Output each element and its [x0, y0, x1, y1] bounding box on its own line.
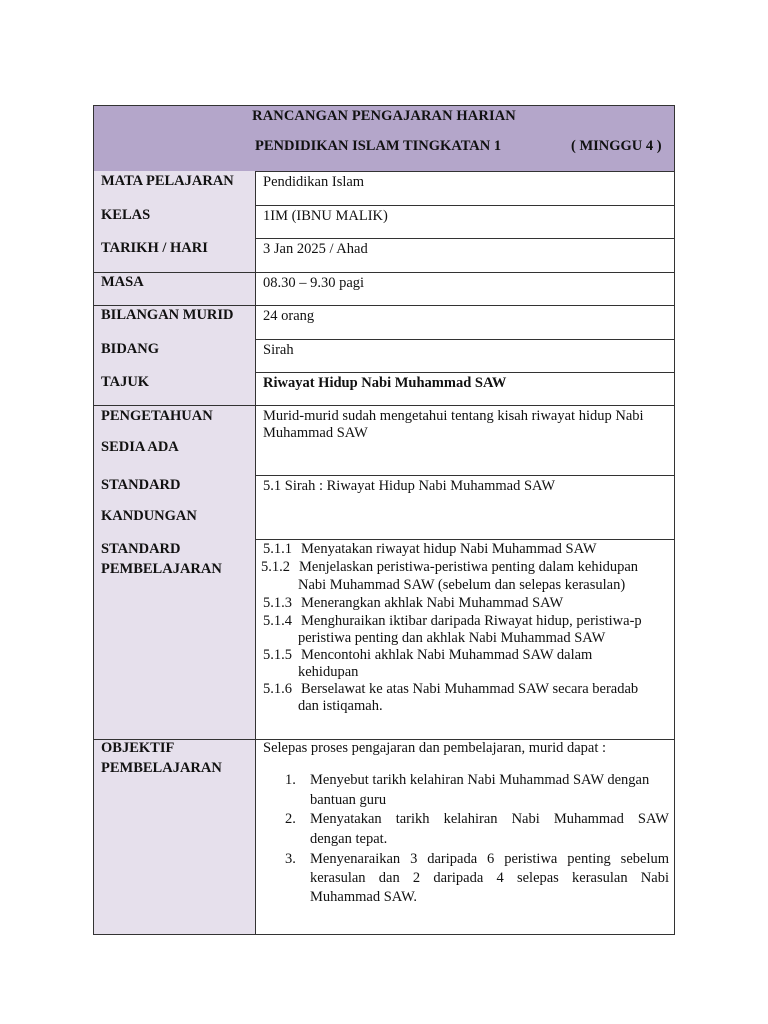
header-week: ( MINGGU 4 ) — [571, 138, 662, 154]
row-divider — [256, 339, 674, 340]
objektif-text: Menyebut tarikh kelahiran Nabi Muhammad SAW dengan — [310, 772, 650, 788]
objektif-intro: Selepas proses pengajaran dan pembelajaran, murid dapat : — [263, 740, 607, 756]
label-standard-pembelajaran-2: PEMBELAJARAN — [101, 561, 222, 577]
objektif-number: 2. — [285, 811, 296, 827]
value-pengetahuan-line2: Muhammad SAW — [263, 425, 368, 441]
label-bidang: BIDANG — [101, 341, 160, 357]
value-masa: 08.30 – 9.30 pagi — [263, 275, 365, 291]
header-subject: PENDIDIKAN ISLAM TINGKATAN 1 — [255, 138, 502, 154]
value-bidang: Sirah — [263, 342, 294, 358]
sp-number: 5.1.5 — [263, 647, 292, 663]
sp-number: 5.1.2 — [261, 559, 290, 575]
objektif-text: Menyatakan tarikh kelahiran Nabi Muhammad SAW — [310, 811, 669, 827]
label-tarikh: TARIKH / HARI — [101, 240, 208, 256]
header-title: RANCANGAN PENGAJARAN HARIAN — [252, 108, 516, 124]
objektif-text: Menyenaraikan 3 daripada 6 peristiwa penting sebelum — [310, 851, 669, 867]
label-kelas: KELAS — [101, 207, 151, 223]
label-standard-kandungan-2: KANDUNGAN — [101, 508, 197, 524]
sp-text: Berselawat ke atas Nabi Muhammad SAW secara beradab — [301, 681, 639, 697]
row-divider — [256, 475, 674, 476]
label-standard-pembelajaran-1: STANDARD — [101, 541, 181, 557]
value-standard-kandungan: 5.1 Sirah : Riwayat Hidup Nabi Muhammad SAW — [263, 478, 556, 494]
sp-text: Menghuraikan iktibar daripada Riwayat hidup, peristiwa-p — [301, 613, 642, 629]
label-sedia-ada: SEDIA ADA — [101, 439, 179, 455]
objektif-text-cont: Muhammad SAW. — [310, 889, 418, 905]
sp-text: Mencontohi akhlak Nabi Muhammad SAW dalam — [301, 647, 593, 663]
sp-text: Menjelaskan peristiwa-peristiwa penting dalam kehidupan — [299, 559, 639, 575]
sp-text: Menerangkan akhlak Nabi Muhammad SAW — [301, 595, 564, 611]
objektif-text-cont: dengan tepat. — [310, 831, 388, 847]
row-divider — [94, 405, 255, 406]
sp-number: 5.1.3 — [263, 595, 292, 611]
sp-text-cont: Nabi Muhammad SAW (sebelum dan selepas kerasulan) — [298, 577, 626, 593]
objektif-text-cont: kerasulan dan 2 daripada 4 selepas kerasulan Nabi — [310, 870, 669, 886]
lesson-plan-document — [93, 105, 675, 935]
objektif-number: 3. — [285, 851, 296, 867]
value-kelas: 1IM (IBNU MALIK) — [263, 208, 388, 224]
row-divider — [256, 272, 674, 273]
row-divider — [256, 372, 674, 373]
objektif-text-cont: bantuan guru — [310, 792, 387, 808]
label-mata-pelajaran: MATA PELAJARAN — [101, 173, 234, 189]
value-mata-pelajaran: Pendidikan Islam — [263, 174, 365, 190]
objektif-number: 1. — [285, 772, 296, 788]
label-bilangan-murid: BILANGAN MURID — [101, 307, 234, 323]
label-standard-kandungan-1: STANDARD — [101, 477, 181, 493]
value-tajuk: Riwayat Hidup Nabi Muhammad SAW — [263, 375, 507, 391]
row-divider — [256, 305, 674, 306]
row-divider — [256, 405, 674, 406]
sp-text-cont: peristiwa penting dan akhlak Nabi Muhammad SAW — [298, 630, 606, 646]
row-divider — [256, 205, 674, 206]
sp-text-cont: kehidupan — [298, 664, 359, 680]
label-pengetahuan: PENGETAHUAN — [101, 408, 213, 424]
value-tarikh: 3 Jan 2025 / Ahad — [263, 241, 368, 257]
value-bilangan-murid: 24 orang — [263, 308, 315, 324]
sp-number: 5.1.1 — [263, 541, 292, 557]
sp-text-cont: dan istiqamah. — [298, 698, 383, 714]
row-divider — [256, 238, 674, 239]
label-objektif-1: OBJEKTIF — [101, 740, 175, 756]
row-divider — [256, 539, 674, 540]
label-tajuk: TAJUK — [101, 374, 150, 390]
label-masa: MASA — [101, 274, 144, 290]
sp-text: Menyatakan riwayat hidup Nabi Muhammad SAW — [301, 541, 597, 557]
label-objektif-2: PEMBELAJARAN — [101, 760, 222, 776]
document-header — [94, 106, 674, 172]
value-pengetahuan-line1: Murid-murid sudah mengetahui tentang kisah riwayat hidup Nabi — [263, 408, 644, 424]
sp-number: 5.1.6 — [263, 681, 292, 697]
sp-number: 5.1.4 — [263, 613, 292, 629]
